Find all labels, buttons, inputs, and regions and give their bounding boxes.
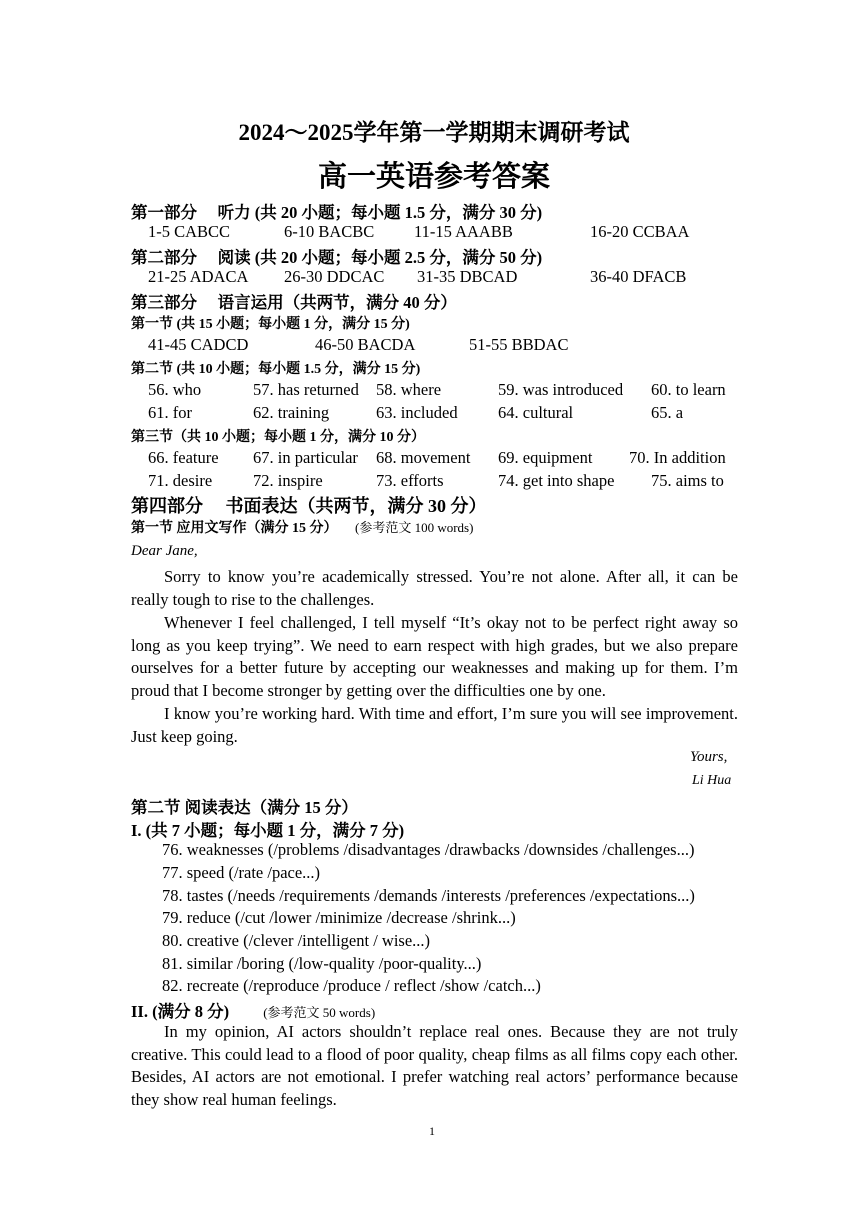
answer-item: 70. In addition (629, 448, 726, 467)
answer-group: 36-40 DFACB (590, 267, 687, 286)
part4-section1-heading (131, 517, 473, 537)
part-ii-heading (131, 998, 375, 1022)
part-i-heading: I. (共 7 小题；每小题 1 分，满分 7 分) (131, 821, 405, 840)
part3-heading: 第三部分 语言运用（共两节，满分 40 分） (131, 293, 457, 312)
answer-group: 51-55 BBDAC (469, 335, 569, 354)
part4-section2-heading: 第二节 阅读表达（满分 15 分） (131, 798, 358, 817)
answer-item: 56. who (148, 380, 202, 399)
letter-closing: Yours, (690, 749, 728, 765)
exam-title: 2024～2025学年第一学期期末调研考试 (238, 120, 630, 145)
answer-item: 61. for (148, 403, 192, 422)
answer-item: 59. was introduced (498, 380, 624, 399)
answer-item: 72. inspire (253, 471, 323, 490)
word-count-note: (参考范文 100 words) (355, 520, 474, 535)
answer-item: 76. weaknesses (/problems /disadvantages /drawbacks /downsides /challenges...) (162, 840, 695, 859)
answer-item: 69. equipment (498, 448, 593, 467)
word-count-note: (参考范文 50 words) (263, 1005, 376, 1020)
answer-group: 46-50 BACDA (315, 335, 416, 354)
part4-heading: 第四部分 书面表达（共两节，满分 30 分） (131, 496, 487, 516)
answer-group: 31-35 DBCAD (417, 267, 518, 286)
letter-paragraph: Sorry to know you’re academically stressed. You’re not alone. After all, it can be really tough to rise to the challenges. (131, 567, 738, 609)
page-number: 1 (429, 1124, 435, 1138)
answer-group: 16-20 CCBAA (590, 222, 690, 241)
answer-item: 58. where (376, 380, 442, 399)
answer-item: 71. desire (148, 471, 213, 490)
answer-item: 66. feature (148, 448, 219, 467)
section-title: 第一节 应用文写作（满分 15 分） (131, 521, 338, 536)
answer-item: 77. speed (/rate /pace...) (162, 863, 321, 882)
document-subtitle: 高一英语参考答案 (317, 161, 550, 193)
letter-paragraph: I know you’re working hard. With time and effort, I’m sure you will see improvement. Just keep going. (131, 704, 738, 746)
sample-essay-paragraph: In my opinion, AI actors shouldn’t replace real ones. Because they are not truly creative. This could lead to a flood of poor quality, cheap films as all films copy each other. Besides, AI actors are not emotional. I prefer watching real actors’ performance because they show real human feelings. (131, 1022, 738, 1110)
answer-group: 26-30 DDCAC (284, 267, 385, 286)
answer-item: 80. creative (/clever /intelligent / wise...) (162, 931, 431, 950)
answer-item: 75. aims to (651, 471, 724, 490)
answer-item: 67. in particular (253, 448, 358, 467)
answer-group: 21-25 ADACA (148, 267, 249, 286)
part1-heading: 第一部分 听力 (共 20 小题；每小题 1.5 分，满分 30 分) (131, 203, 543, 222)
answer-item: 62. training (253, 403, 330, 422)
answer-item: 81. similar /boring (/low-quality /poor-quality...) (162, 954, 482, 973)
answer-item: 68. movement (376, 448, 471, 467)
answer-group: 6-10 BACBC (284, 222, 375, 241)
answer-item: 79. reduce (/cut /lower /minimize /decrease /shrink...) (162, 908, 516, 927)
part3-section3-heading: 第三节（共 10 小题；每小题 1 分，满分 10 分） (131, 430, 425, 445)
answer-item: 65. a (651, 403, 684, 422)
part3-section2-heading: 第二节 (共 10 小题；每小题 1.5 分，满分 15 分) (131, 362, 421, 377)
answer-item: 63. included (376, 403, 458, 422)
answer-item: 82. recreate (/reproduce /produce / reflect /show /catch...) (162, 976, 541, 995)
letter-signature: Li Hua (692, 773, 732, 788)
answer-item: 73. efforts (376, 471, 444, 490)
answer-item: 74. get into shape (498, 471, 615, 490)
answer-group: 41-45 CADCD (148, 335, 249, 354)
answer-group: 11-15 AAABB (414, 222, 513, 241)
section-title: II. (满分 8 分) (131, 1002, 230, 1021)
answer-item: 64. cultural (498, 403, 574, 422)
part2-heading: 第二部分 阅读 (共 20 小题；每小题 2.5 分，满分 50 分) (131, 248, 543, 267)
letter-paragraph: Whenever I feel challenged, I tell myself “It’s okay not to be perfect right away so long as you keep trying”. We need to earn respect with high grades, but we also prepare ourselves for a better future by accepting our weaknesses and making up for them. I’m proud that I become stronger by getting over the difficulties one by one. (131, 613, 738, 701)
part3-section1-heading: 第一节 (共 15 小题；每小题 1 分，满分 15 分) (131, 317, 410, 332)
answer-group: 1-5 CABCC (148, 222, 231, 241)
answer-item: 60. to learn (651, 380, 726, 399)
answer-item: 57. has returned (253, 380, 359, 399)
letter-salutation: Dear Jane, (131, 543, 198, 559)
answer-item: 78. tastes (/needs /requirements /demands /interests /preferences /expectations...) (162, 886, 695, 905)
